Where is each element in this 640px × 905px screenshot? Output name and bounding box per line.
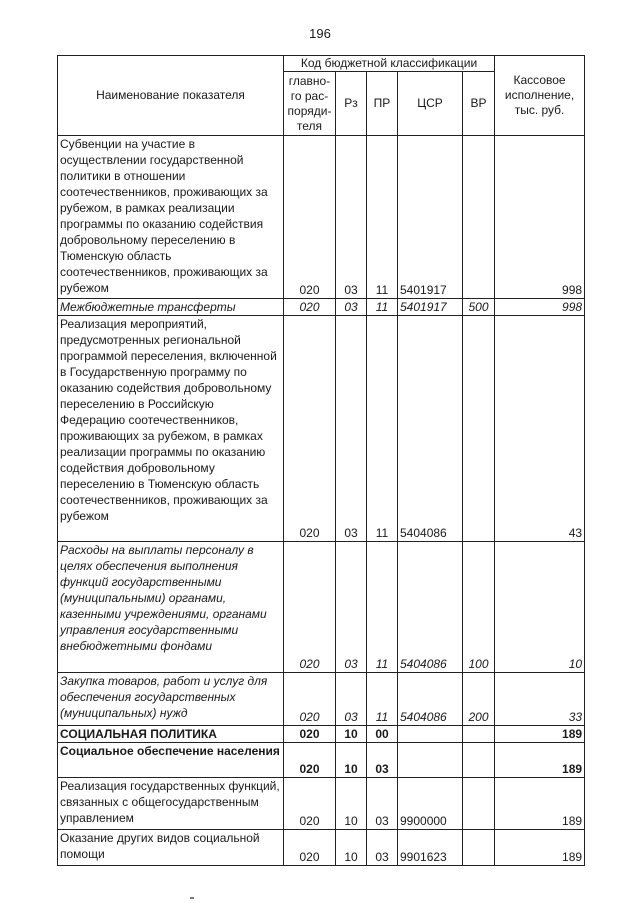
header-name: Наименование показателя	[58, 56, 284, 136]
row-rz: 10	[336, 830, 367, 866]
row-name: Реализация государственных функций, связанных с общегосударственным управлением	[58, 778, 284, 830]
table-row	[58, 542, 585, 673]
row-pr: 11	[367, 136, 398, 299]
row-glavnogo: 020	[284, 542, 336, 673]
row-csr: 5404086	[398, 673, 463, 726]
row-pr: 03	[367, 778, 398, 830]
row-amount: 43	[495, 316, 585, 542]
row-vr: 200	[463, 673, 495, 726]
row-csr: 5401917	[398, 136, 463, 299]
row-name: Расходы на выплаты персоналу в целях обеспечения выполнения функций государственными (муниципальными) органами, казенными учреждениями, органами управления государственными внебюджетными фондами	[58, 542, 284, 673]
row-amount: 189	[495, 778, 585, 830]
row-pr: 11	[367, 542, 398, 673]
row-amount: 998	[495, 299, 585, 316]
row-glavnogo: 020	[284, 830, 336, 866]
row-csr	[398, 726, 463, 743]
page-number: 196	[309, 26, 331, 41]
row-rz: 03	[336, 136, 367, 299]
row-name: Межбюджетные трансферты	[58, 299, 284, 316]
row-vr	[463, 743, 495, 778]
row-rz: 10	[336, 726, 367, 743]
table-row	[58, 673, 585, 726]
table-row	[58, 136, 585, 299]
row-glavnogo: 020	[284, 743, 336, 778]
table-row	[58, 778, 585, 830]
row-name: Закупка товаров, работ и услуг для обеспечения государственных (муниципальных) нужд	[58, 673, 284, 726]
row-glavnogo: 020	[284, 778, 336, 830]
row-csr: 9901623	[398, 830, 463, 866]
row-csr: 9900000	[398, 778, 463, 830]
header-csr: ЦСР	[398, 72, 463, 136]
row-rz: 03	[336, 299, 367, 316]
table-header	[58, 56, 585, 136]
row-amount: 10	[495, 542, 585, 673]
row-vr	[463, 136, 495, 299]
row-rz: 03	[336, 542, 367, 673]
row-csr: 5401917	[398, 299, 463, 316]
header-glavnogo: главно-го рас-поряди-теля	[284, 72, 336, 136]
row-vr	[463, 726, 495, 743]
header-code-group: Код бюджетной классификации	[284, 56, 495, 72]
row-vr	[463, 830, 495, 866]
row-glavnogo: 020	[284, 673, 336, 726]
row-pr: 11	[367, 316, 398, 542]
row-name: Субвенции на участие в осуществлении государственной политики в отношении соотечественников, проживающих за рубежом, в рамках реализации программы по оказанию содействия добровольному переселению в Тюменскую область соотечественников, проживающих за рубежом	[58, 136, 284, 299]
row-vr: 500	[463, 299, 495, 316]
row-amount: 189	[495, 726, 585, 743]
row-glavnogo: 020	[284, 299, 336, 316]
table-row	[58, 726, 585, 743]
table-row	[58, 299, 585, 316]
row-name: Оказание других видов социальной помощи	[58, 830, 284, 866]
row-name: Реализация мероприятий, предусмотренных региональной программой переселения, включенной в Государственную программу по оказанию содействия добровольному переселению в Российскую Федерацию соотечественников, проживающих за рубежом, в рамках реализации программы по оказанию содействия добровольному переселению в Тюменскую область соотечественников, проживающих за рубежом	[58, 316, 284, 542]
header-amount: Кассовое исполнение, тыс. руб.	[495, 56, 585, 136]
row-rz: 03	[336, 316, 367, 542]
header-rz: Рз	[336, 72, 367, 136]
row-glavnogo: 020	[284, 316, 336, 542]
row-name: Социальное обеспечение населения	[58, 743, 284, 778]
row-rz: 10	[336, 778, 367, 830]
row-csr: 5404086	[398, 316, 463, 542]
row-csr: 5404086	[398, 542, 463, 673]
row-glavnogo: 020	[284, 726, 336, 743]
row-pr: 03	[367, 743, 398, 778]
row-pr: 00	[367, 726, 398, 743]
row-rz: 10	[336, 743, 367, 778]
row-vr	[463, 316, 495, 542]
row-vr	[463, 778, 495, 830]
header-vr: ВР	[463, 72, 495, 136]
scan-mark	[190, 897, 194, 899]
row-pr: 11	[367, 673, 398, 726]
row-pr: 11	[367, 299, 398, 316]
row-amount: 998	[495, 136, 585, 299]
row-amount: 33	[495, 673, 585, 726]
row-amount: 189	[495, 743, 585, 778]
budget-table	[57, 55, 585, 866]
row-name: СОЦИАЛЬНАЯ ПОЛИТИКА	[58, 726, 284, 743]
table-row	[58, 830, 585, 866]
row-vr: 100	[463, 542, 495, 673]
table-row	[58, 316, 585, 542]
row-csr	[398, 743, 463, 778]
row-amount: 189	[495, 830, 585, 866]
row-rz: 03	[336, 673, 367, 726]
table-row	[58, 743, 585, 778]
row-pr: 03	[367, 830, 398, 866]
header-pr: ПР	[367, 72, 398, 136]
row-glavnogo: 020	[284, 136, 336, 299]
